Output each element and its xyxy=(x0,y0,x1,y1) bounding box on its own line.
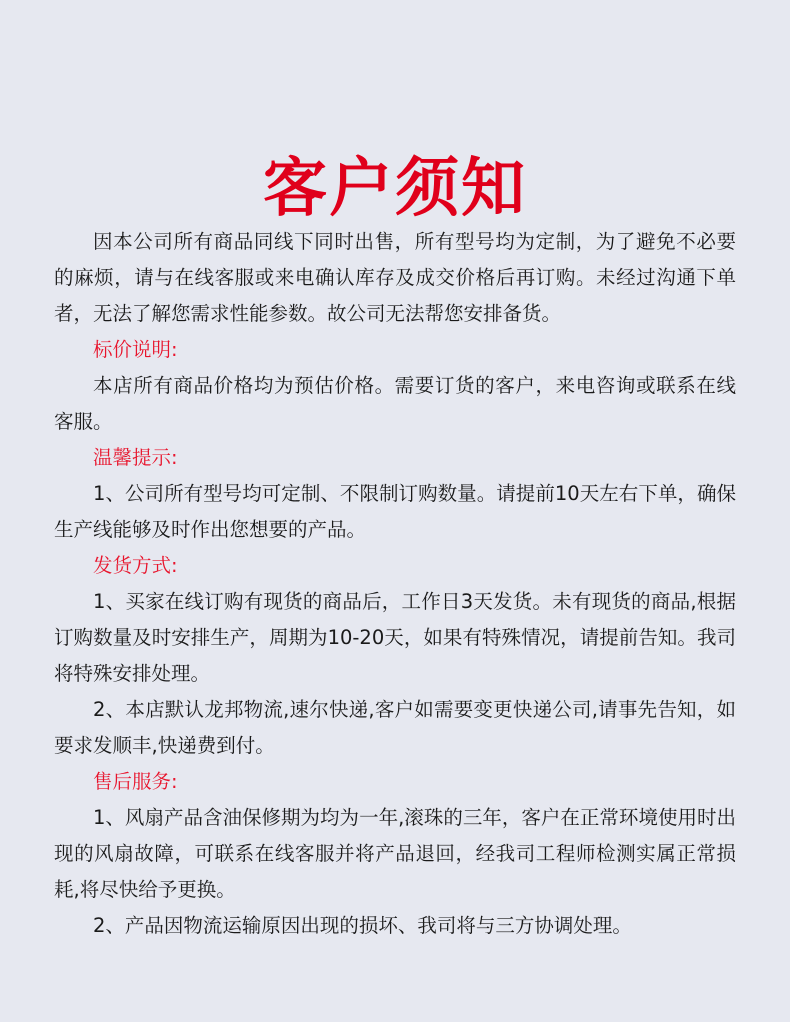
page-title: 客户须知 xyxy=(263,151,527,226)
section-after-sales xyxy=(54,764,736,944)
section-shipping xyxy=(54,548,736,764)
section-pricing xyxy=(54,332,736,440)
tips-paragraph-1: 1、公司所有型号均可定制、不限制订购数量。请提前10天左右下单，确保生产线能够及时作出您想要的产品。 xyxy=(54,482,736,541)
shipping-paragraph-1: 1、买家在线订购有现货的商品后，工作日3天发货。未有现货的商品,根据订购数量及时安排生产，周期为10-20天，如果有特殊情况，请提前告知。我司将特殊安排处理。 xyxy=(54,590,736,685)
section-heading-pricing: 标价说明: xyxy=(93,338,178,361)
section-heading-after-sales: 售后服务: xyxy=(93,770,178,793)
section-tips xyxy=(54,440,736,548)
after-sales-paragraph-1: 1、风扇产品含油保修期为均为一年,滚珠的三年，客户在正常环境使用时出现的风扇故障，可联系在线客服并将产品退回，经我司工程师检测实属正常损耗,将尽快给予更换。 xyxy=(54,806,736,901)
section-heading-shipping: 发货方式: xyxy=(93,554,178,577)
notice-content xyxy=(54,224,736,944)
after-sales-paragraph-2: 2、产品因物流运输原因出现的损坏、我司将与三方协调处理。 xyxy=(93,914,632,937)
intro-paragraph: 因本公司所有商品同线下同时出售，所有型号均为定制，为了避免不必要的麻烦，请与在线客服或来电确认库存及成交价格后再订购。未经过沟通下单者，无法了解您需求性能参数。故公司无法帮您安排备货。 xyxy=(54,230,736,325)
section-heading-tips: 温馨提示: xyxy=(93,446,178,469)
shipping-paragraph-2: 2、本店默认龙邦物流,速尔快递,客户如需要变更快递公司,请事先告知，如要求发顺丰,快递费到付。 xyxy=(54,698,736,757)
pricing-paragraph-1: 本店所有商品价格均为预估价格。需要订货的客户，来电咨询或联系在线客服。 xyxy=(54,374,736,433)
